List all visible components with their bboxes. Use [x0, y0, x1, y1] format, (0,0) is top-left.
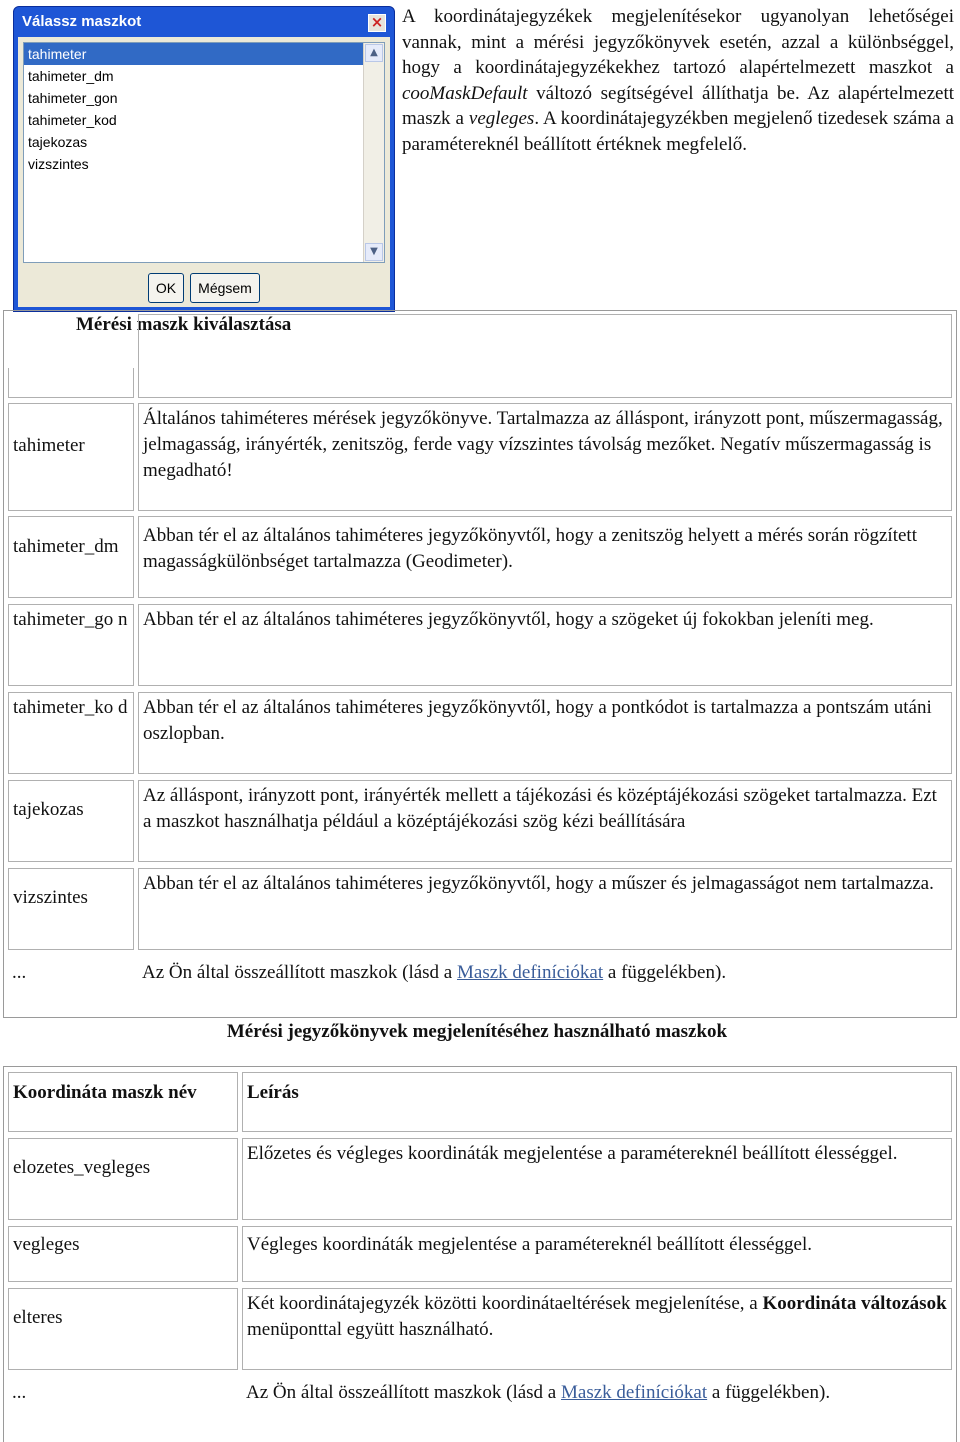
table-row-name: tahimeter_ko d	[8, 692, 134, 774]
dialog-title: Válassz maszkot	[22, 13, 142, 30]
intro-text: változó segítségével állíthatja be. Az alapértelmezett maszk a	[402, 82, 954, 129]
mask-select-dialog	[13, 6, 395, 312]
table-row-name: tajekozas	[8, 780, 134, 862]
table-row-desc: Abban tér el az általános tahiméteres jegyzőkönyvtől, hogy a pontkódot is tartalmazza a pontszám utáni oszlopban.	[138, 692, 952, 774]
table-row-name: tahimeter_go n	[8, 604, 134, 686]
row-text: menüponttal együtt használható.	[247, 1319, 494, 1340]
menu-item-name: Koordináta változások	[762, 1293, 947, 1314]
table-row-name: vizszintes	[8, 868, 134, 950]
list-item[interactable]: tajekozas	[28, 134, 88, 150]
row-text: Az Ön által összeállított maszkok (lásd a	[142, 962, 457, 983]
mask-listbox[interactable]	[23, 42, 385, 263]
table-header-desc: Leírás	[242, 1072, 952, 1132]
table-cell	[138, 314, 952, 398]
table-row-name: vegleges	[8, 1226, 238, 1282]
intro-text: A koordinátajegyzékek megjelenítésekor ugyanolyan lehetőségei vannak, mint a mérési jegyzőkönyvek esetén, azzal a különbséggel, hogy a koordinátajegyzékekhez tartozó alapértelmezett maszkot a	[402, 6, 954, 78]
vertical-scrollbar[interactable]	[363, 43, 384, 262]
table-row-desc: Általános tahiméteres mérések jegyzőkönyve. Tartalmazza az álláspont, irányzott pont, műszermagasság, jelmagasság, irányérték, zenitszög, ferde vagy vízszintes távolság mezőket. Negatív műszermagasság is megadható!	[138, 403, 952, 511]
table-row-desc: Abban tér el az általános tahiméteres jegyzőkönyvtől, hogy a műszer és jelmagasságot nem tartalmazza.	[138, 868, 952, 950]
row-text: Két koordinátajegyzék közötti koordinátaeltérések megjelenítése, a	[247, 1293, 763, 1314]
default-mask-name: vegleges	[468, 108, 535, 129]
mask-definitions-link[interactable]: Maszk definíciókat	[457, 962, 604, 983]
ok-button[interactable]: OK	[148, 273, 184, 303]
intro-text: . A koordinátajegyzékben megjelenő tizedesek száma a paramétereknél beállított értéknek megfelelő.	[402, 108, 954, 155]
cancel-button[interactable]: Mégsem	[190, 273, 260, 303]
table-row-desc: Előzetes és végleges koordináták megjelentése a paramétereknél beállított élességgel.	[242, 1138, 952, 1220]
scroll-up-icon[interactable]: ▲	[365, 44, 383, 62]
table-row-desc: Végleges koordináták megjelentése a paramétereknél beállított élességgel.	[242, 1226, 952, 1282]
table-caption: Mérési jegyzőkönyvek megjelenítéséhez használható maszkok	[226, 1021, 728, 1042]
table-cell	[8, 368, 134, 398]
table-row-desc: Az álláspont, irányzott pont, irányérték mellett a tájékozási és középtájékozási szögeket tartalmazza. Ezt a maszkot használhatja például a középtájékozási szög kézi beállítására	[138, 780, 952, 862]
table-row-desc: Abban tér el az általános tahiméteres jegyzőkönyvtől, hogy a zenitszög helyett a mérés során rögzített magasságkülönbséget tartalmazza (Geodimeter).	[138, 516, 952, 598]
table-caption: Mérési maszk kiválasztása	[76, 314, 292, 335]
list-item[interactable]: tahimeter_kod	[28, 112, 117, 128]
table-row-name: tahimeter	[8, 403, 134, 511]
row-text: Az Ön által összeállított maszkok (lásd a	[246, 1382, 561, 1403]
close-icon[interactable]: ×	[368, 14, 386, 32]
table-row-name: elteres	[8, 1288, 238, 1370]
mask-definitions-link[interactable]: Maszk definíciókat	[561, 1382, 708, 1403]
table-row-name: ...	[12, 962, 27, 983]
table-row-desc	[242, 1378, 952, 1412]
table-header-name: Koordináta maszk név	[8, 1072, 238, 1132]
table-row-name: ...	[12, 1382, 27, 1403]
list-item[interactable]: tahimeter_dm	[28, 68, 114, 84]
dialog-body	[18, 37, 390, 307]
list-item[interactable]: tahimeter	[24, 43, 384, 65]
row-text: a függelékben).	[603, 962, 727, 983]
table-row-name: tahimeter_dm	[8, 516, 134, 598]
list-item[interactable]: tahimeter_gon	[28, 90, 118, 106]
intro-paragraph	[402, 4, 954, 157]
table-row-name: elozetes_vegleges	[8, 1138, 238, 1220]
variable-name: cooMaskDefault	[402, 82, 528, 104]
table-row-desc	[242, 1288, 952, 1370]
table-row-desc: Abban tér el az általános tahiméteres jegyzőkönyvtől, hogy a szögeket új fokokban jeleníti meg.	[138, 604, 952, 686]
list-item[interactable]: vizszintes	[28, 156, 89, 172]
scroll-down-icon[interactable]: ▼	[365, 243, 383, 261]
table-row-desc	[138, 958, 952, 992]
row-text: a függelékben).	[707, 1382, 831, 1403]
